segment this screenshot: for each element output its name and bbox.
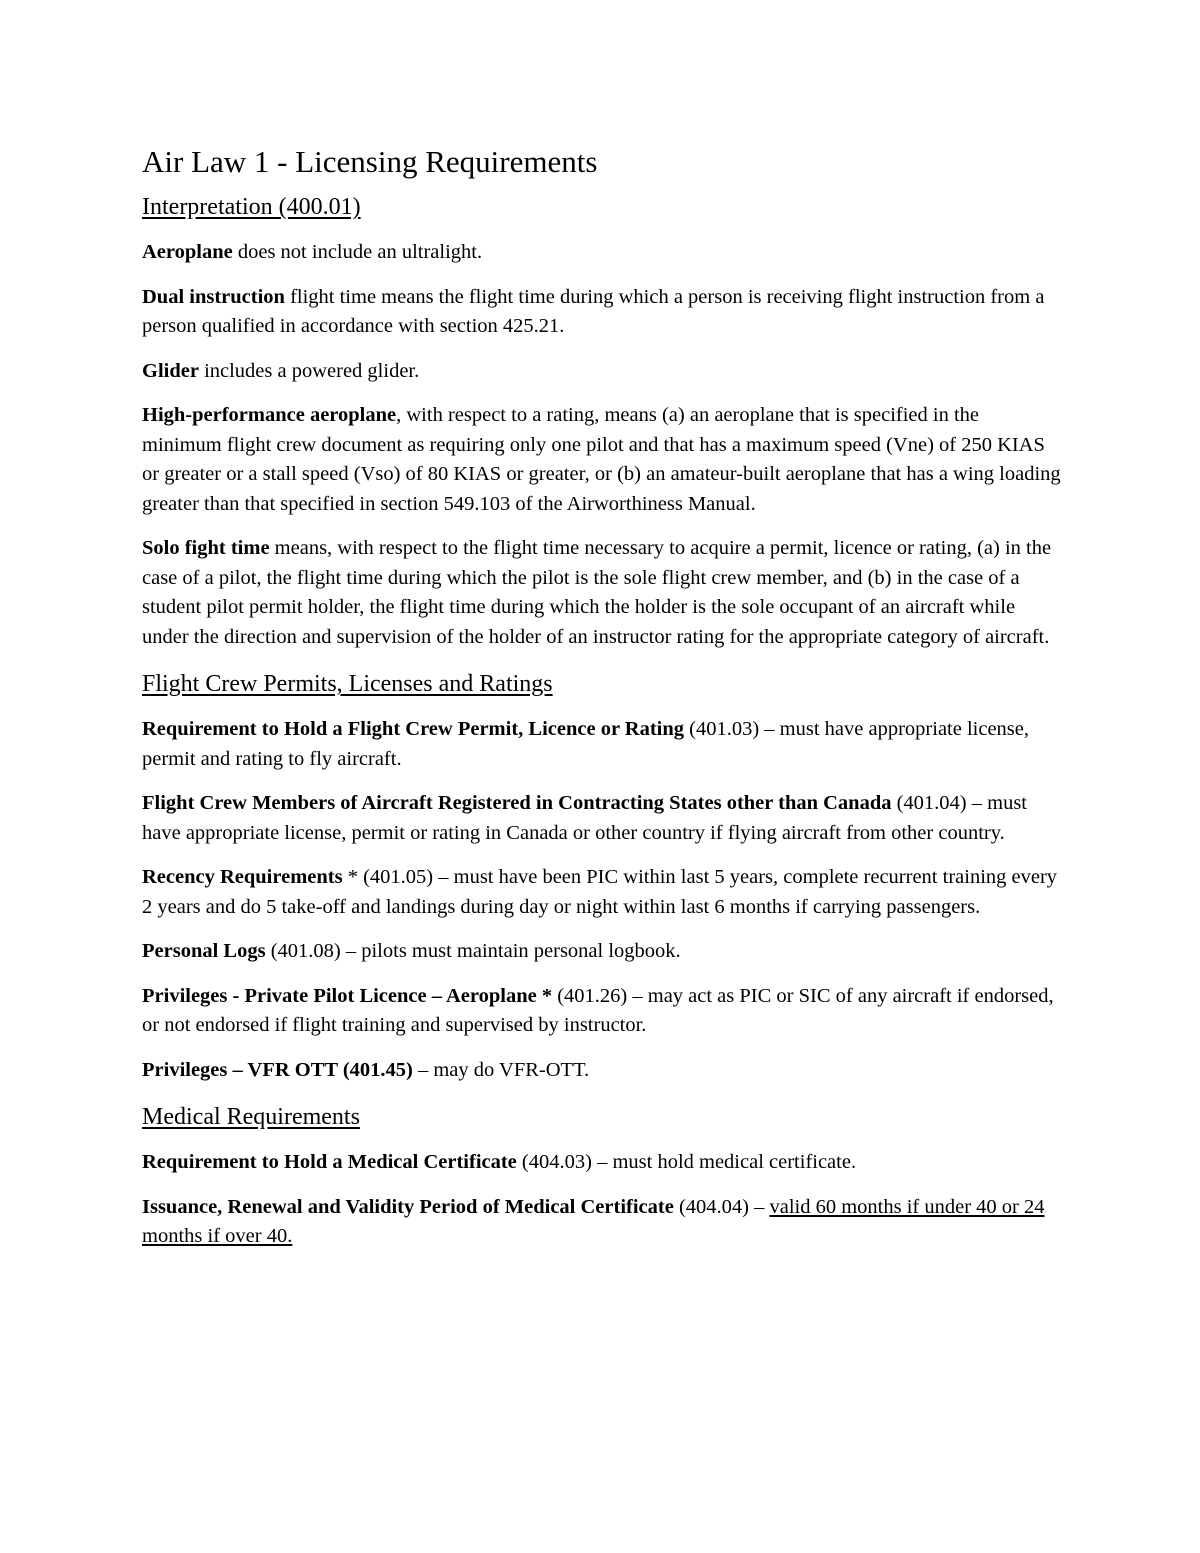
definition-text: includes a powered glider.	[198, 359, 420, 382]
rule-personal-logs	[142, 937, 1062, 967]
section-heading-medical-requirements: Medical Requirements	[142, 1104, 360, 1130]
term: Solo fight time	[142, 537, 270, 559]
underlined-text: valid 60 months if under 40 or 24 months if over 40.	[142, 1195, 1045, 1247]
rule-privileges-vfr-ott	[142, 1056, 1062, 1086]
rule-text: * (401.05) – must have been PIC within last 5 years, complete recurrent training every 2 years and do 5 take-off and landings during day or night within last 6 months if carrying passengers.	[142, 866, 1058, 918]
term: Glider	[142, 359, 199, 382]
definition-high-performance-aeroplane	[142, 401, 1062, 519]
rule-text: (401.04) – must have appropriate license, permit or rating in Canada or other country if flying aircraft from other country.	[142, 792, 1028, 844]
document-title: Air Law 1 - Licensing Requirements	[142, 144, 598, 179]
rule-hold-medical-certificate	[142, 1148, 1062, 1178]
section-heading-interpretation: Interpretation (400.01)	[142, 194, 361, 220]
term: Requirement to Hold a Medical Certificate	[142, 1151, 517, 1173]
definition-text: flight time means the flight time during which a person is receiving flight instruction from a person qualified in accordance with section 425.21.	[142, 285, 1045, 337]
definition-text: , with respect to a rating, means (a) an aeroplane that is specified in the minimum flight crew document as requiring only one pilot and that has a maximum speed (Vne) of 250 KIAS or greater or a stall speed (Vso) of 80 KIAS or greater, or (b) an amateur-built aeroplane that has a wing loading greater than that specified in section 549.103 of the Airworthiness Manual.	[142, 404, 1061, 515]
term: Privileges - Private Pilot Licence – Aeroplane *	[142, 984, 553, 1007]
rule-recency-requirements	[142, 863, 1062, 922]
rule-text: (404.04) –	[673, 1195, 770, 1218]
definition-solo-flight-time	[142, 534, 1062, 652]
rule-flight-crew-contracting-states	[142, 789, 1062, 848]
section-heading-flight-crew-permits: Flight Crew Permits, Licenses and Ratings	[142, 671, 553, 697]
term: Requirement to Hold a Flight Crew Permit, Licence or Rating	[142, 718, 685, 740]
rule-text: (404.03) – must hold medical certificate.	[516, 1151, 857, 1173]
rule-privileges-private-pilot	[142, 982, 1062, 1041]
term: High-performance aeroplane	[142, 404, 397, 426]
rule-text: – may do VFR-OTT.	[412, 1058, 590, 1081]
rule-text: (401.03) – must have appropriate license, permit and rating to fly aircraft.	[142, 718, 1030, 770]
definition-text: does not include an ultralight.	[232, 241, 483, 263]
term: Recency Requirements	[142, 866, 343, 888]
definition-aeroplane	[142, 238, 1062, 268]
rule-requirement-to-hold-permit	[142, 715, 1062, 774]
term: Privileges – VFR OTT (401.45)	[142, 1058, 413, 1081]
rule-text: (401.08) – pilots must maintain personal logbook.	[265, 940, 681, 962]
term: Personal Logs	[142, 940, 266, 962]
definition-glider	[142, 357, 1062, 387]
term: Issuance, Renewal and Validity Period of Medical Certificate	[142, 1195, 674, 1218]
term: Flight Crew Members of Aircraft Registered in Contracting States other than Canada	[142, 792, 892, 814]
term: Aeroplane	[142, 241, 233, 263]
document-page	[142, 138, 1062, 1267]
definition-text: means, with respect to the flight time necessary to acquire a permit, licence or rating, (a) in the case of a pilot, the flight time during which the pilot is the sole flight crew member, and (b) in the case of a student pilot permit holder, the flight time during which the holder is the sole occupant of an aircraft while under the direction and supervision of the holder of an instructor rating for the appropriate category of aircraft.	[142, 537, 1052, 648]
rule-text: (401.26) – may act as PIC or SIC of any aircraft if endorsed, or not endorsed if flight training and supervised by instructor.	[142, 984, 1054, 1036]
definition-dual-instruction	[142, 283, 1062, 342]
term: Dual instruction	[142, 285, 285, 308]
rule-medical-validity-period	[142, 1193, 1062, 1252]
